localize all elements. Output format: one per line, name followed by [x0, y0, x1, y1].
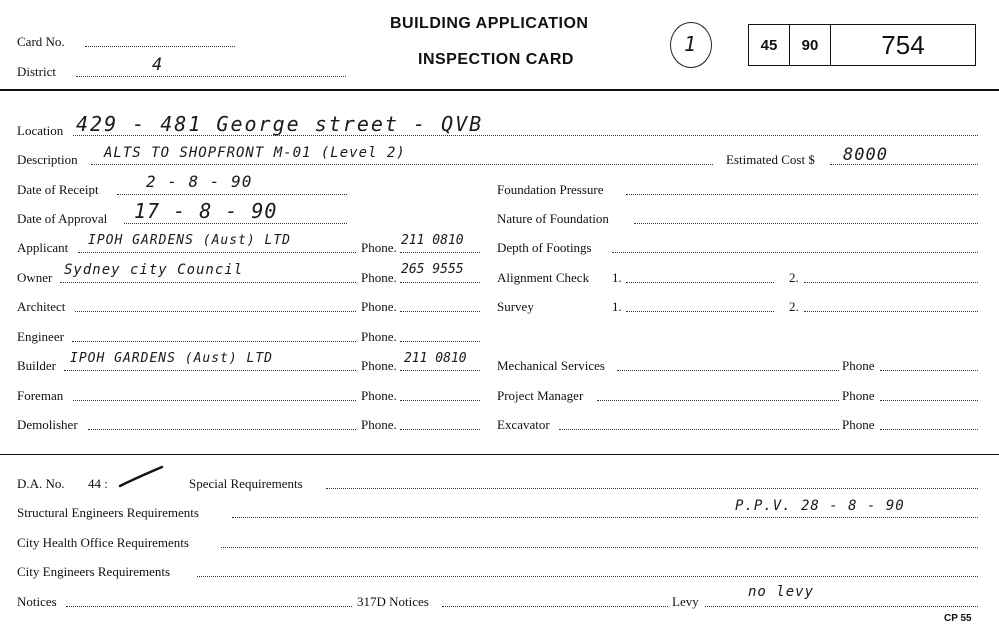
- structural-requirements-field[interactable]: [232, 517, 978, 518]
- owner-field[interactable]: [60, 282, 356, 283]
- project-manager-field[interactable]: [597, 400, 839, 401]
- depth-of-footings-label: Depth of Footings: [497, 240, 592, 255]
- engineer-phone-label: Phone.: [361, 329, 397, 344]
- project-manager-phone-label: Phone: [842, 388, 875, 403]
- health-requirements-field[interactable]: [221, 547, 978, 548]
- levy-value: no levy: [748, 584, 815, 600]
- owner-label: Owner: [17, 270, 53, 285]
- applicant-phone-label: Phone.: [361, 240, 397, 255]
- applicant-phone-field[interactable]: [400, 252, 480, 253]
- project-manager-label: Project Manager: [497, 388, 584, 403]
- applicant-field[interactable]: [78, 252, 356, 253]
- project-manager-phone-field[interactable]: [880, 400, 978, 401]
- notices-317d-field[interactable]: [442, 606, 668, 607]
- survey-2-label: 2.: [789, 299, 799, 314]
- district-label: District: [17, 64, 56, 79]
- city-engineers-field[interactable]: [197, 576, 978, 577]
- card-no-label: Card No.: [17, 34, 65, 49]
- description-value: ALTS TO SHOPFRONT M-01 (Level 2): [104, 145, 406, 161]
- builder-phone-value: 211 0810: [404, 351, 467, 366]
- engineer-field[interactable]: [72, 341, 356, 342]
- mechanical-phone-field[interactable]: [880, 370, 978, 371]
- notices-label: Notices: [17, 594, 57, 609]
- circled-number-mark: [670, 22, 712, 68]
- description-label: Description: [17, 152, 78, 167]
- header-divider: [0, 89, 999, 91]
- demolisher-label: Demolisher: [17, 417, 78, 432]
- foundation-pressure-label: Foundation Pressure: [497, 182, 604, 197]
- location-label: Location: [17, 123, 64, 138]
- district-value: 4: [152, 55, 164, 75]
- architect-label: Architect: [17, 299, 66, 314]
- levy-field[interactable]: [705, 606, 978, 607]
- date-of-receipt-value: 2 - 8 - 90: [146, 172, 253, 191]
- excavator-phone-label: Phone: [842, 417, 875, 432]
- excavator-field[interactable]: [559, 429, 839, 430]
- form-title-line2: INSPECTION CARD: [418, 51, 574, 68]
- da-no-label: D.A. No.: [17, 476, 65, 491]
- special-requirements-field[interactable]: [326, 488, 978, 489]
- survey-1-label: 1.: [612, 299, 622, 314]
- levy-label: Levy: [672, 594, 699, 609]
- applicant-label: Applicant: [17, 240, 69, 255]
- da-no-value: 44 :: [88, 476, 108, 491]
- depth-of-footings-field[interactable]: [612, 252, 978, 253]
- city-engineers-label: City Engineers Requirements: [17, 564, 171, 579]
- date-of-approval-value: 17 - 8 - 90: [134, 199, 278, 223]
- structural-requirements-value: P.P.V. 28 - 8 - 90: [735, 498, 905, 514]
- demolisher-phone-field[interactable]: [400, 429, 480, 430]
- survey-1-field[interactable]: [626, 311, 774, 312]
- mechanical-services-field[interactable]: [617, 370, 839, 371]
- builder-label: Builder: [17, 358, 56, 373]
- da-no-slash-mark: [116, 464, 166, 490]
- builder-phone-field[interactable]: [400, 370, 480, 371]
- circled-number: 1: [684, 32, 698, 56]
- estimated-cost-value: 8000: [843, 145, 888, 165]
- foreman-label: Foreman: [17, 388, 64, 403]
- date-of-receipt-label: Date of Receipt: [17, 182, 99, 197]
- foreman-field[interactable]: [73, 400, 356, 401]
- date-of-approval-field[interactable]: [124, 223, 347, 224]
- applicant-value: IPOH GARDENS (Aust) LTD: [88, 233, 292, 248]
- card-number-box: 754: [830, 24, 976, 66]
- demolisher-field[interactable]: [88, 429, 356, 430]
- form-code: CP 55: [944, 613, 972, 624]
- mechanical-services-label: Mechanical Services: [497, 358, 605, 373]
- architect-phone-label: Phone.: [361, 299, 397, 314]
- code-box-2: 90: [789, 24, 831, 66]
- alignment-check-2-field[interactable]: [804, 282, 978, 283]
- notices-317d-label: 317D Notices: [357, 594, 429, 609]
- excavator-label: Excavator: [497, 417, 550, 432]
- alignment-check-2-label: 2.: [789, 270, 799, 285]
- special-requirements-label: Special Requirements: [189, 476, 303, 491]
- structural-requirements-label: Structural Engineers Requirements: [17, 505, 199, 520]
- builder-field[interactable]: [64, 370, 356, 371]
- card-no-field[interactable]: [85, 46, 235, 47]
- foundation-pressure-field[interactable]: [626, 194, 978, 195]
- alignment-check-1-label: 1.: [612, 270, 622, 285]
- builder-value: IPOH GARDENS (Aust) LTD: [70, 351, 274, 366]
- foreman-phone-label: Phone.: [361, 388, 397, 403]
- survey-label: Survey: [497, 299, 534, 314]
- location-value: 429 - 481 George street - QVB: [76, 112, 484, 136]
- code-box-1: 45: [748, 24, 790, 66]
- district-field[interactable]: [76, 76, 346, 77]
- footer-divider: [0, 454, 999, 455]
- architect-field[interactable]: [75, 311, 356, 312]
- description-field[interactable]: [91, 164, 713, 165]
- excavator-phone-field[interactable]: [880, 429, 978, 430]
- owner-phone-field[interactable]: [400, 282, 480, 283]
- alignment-check-1-field[interactable]: [626, 282, 774, 283]
- date-of-approval-label: Date of Approval: [17, 211, 108, 226]
- estimated-cost-label: Estimated Cost $: [726, 152, 815, 167]
- engineer-label: Engineer: [17, 329, 64, 344]
- foreman-phone-field[interactable]: [400, 400, 480, 401]
- form-title-line1: BUILDING APPLICATION: [390, 15, 589, 32]
- applicant-phone-value: 211 0810: [401, 233, 464, 248]
- mechanical-phone-label: Phone: [842, 358, 875, 373]
- builder-phone-label: Phone.: [361, 358, 397, 373]
- owner-value: Sydney city Council: [64, 262, 244, 278]
- survey-2-field[interactable]: [804, 311, 978, 312]
- owner-phone-value: 265 9555: [401, 262, 464, 277]
- notices-field[interactable]: [66, 606, 352, 607]
- nature-of-foundation-field[interactable]: [634, 223, 978, 224]
- date-of-receipt-field[interactable]: [117, 194, 347, 195]
- alignment-check-label: Alignment Check: [497, 270, 590, 285]
- owner-phone-label: Phone.: [361, 270, 397, 285]
- architect-phone-field[interactable]: [400, 311, 480, 312]
- engineer-phone-field[interactable]: [400, 341, 480, 342]
- nature-of-foundation-label: Nature of Foundation: [497, 211, 609, 226]
- health-requirements-label: City Health Office Requirements: [17, 535, 189, 550]
- demolisher-phone-label: Phone.: [361, 417, 397, 432]
